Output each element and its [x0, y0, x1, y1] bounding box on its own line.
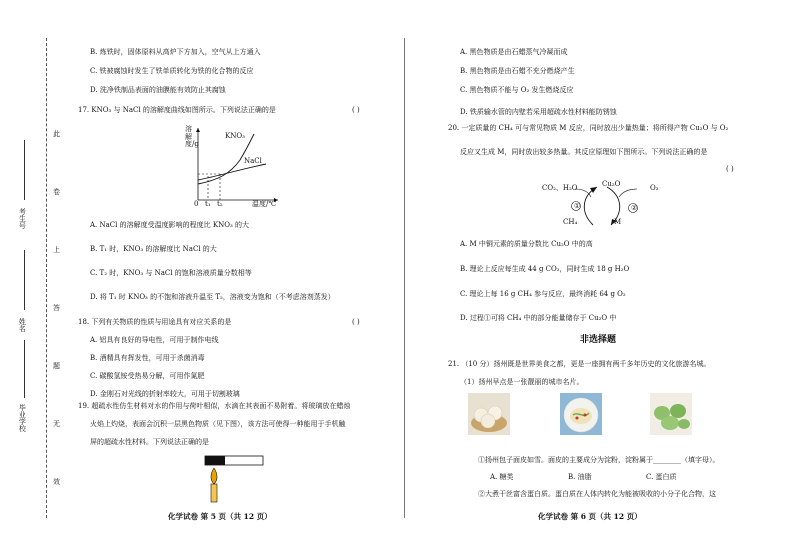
q17-option-b: B. T₁ 时，KNO₃ 的溶解度比 NaCl 的大	[90, 245, 217, 253]
q18-option-d: D. 金刚石对光线的折射率较大，可用于切割玻璃	[90, 390, 240, 398]
q20-line-1: 20. 一定质量的 CH₄ 可与常见物质 M 反应，同时放出少量热量；将所得产物 Cu₂O 与 O₂	[448, 124, 729, 132]
fill-line	[24, 250, 25, 310]
q18-option-a: A. 铝具有良好的导电性，可用于制作电线	[90, 336, 219, 344]
q16-option-d: D. 洗净铁制品表面的油膜能有效防止其腐蚀	[90, 86, 226, 94]
q19-line-2: 火焰上灼烧，表面会沉积一层黑色物质（见下图），该方法可使得一种能用于手机触	[90, 420, 346, 428]
q17-stem: 17. KNO₃ 与 NaCl 的溶解度曲线如图所示。下列说法正确的是	[78, 106, 276, 114]
q18-stem: 18. 下列有关物质的性质与用途具有对应关系的是	[78, 318, 232, 326]
fill-line	[24, 340, 25, 398]
label-name: 姓名	[18, 318, 27, 332]
cycle-step-1: ①	[574, 202, 581, 210]
q21-option-b: B. 油脂	[568, 473, 592, 481]
cycle-ch4: CH₄	[563, 218, 578, 226]
q16-option-c: C. 铁被腐蚀时发生了铁单质转化为铁的化合物的反应	[90, 67, 254, 75]
label-school: 毕业学校	[18, 404, 27, 432]
q17-option-a: A. NaCl 的溶解度受温度影响的程度比 KNO₃ 的大	[90, 221, 249, 229]
answer-bracket: ( )	[352, 106, 360, 114]
graph-xlabel: 温度/℃	[252, 200, 277, 208]
q21-part-a: ①扬州包子面皮如雪。面皮的主要成分为淀粉，淀粉属于________（填字母）。	[478, 456, 720, 464]
candle-glass-diagram	[200, 452, 270, 506]
q20-option-a: A. M 中铜元素的质量分数比 Cu₂O 中的高	[460, 240, 593, 248]
q20-option-b: B. 理论上反应每生成 44 g CO₂，同时生成 18 g H₂O	[460, 265, 630, 273]
q21-part-b: ②大煮干丝富含蛋白质。蛋白质在人体内转化为能被吸收的小分子化合物，这	[478, 490, 716, 498]
q16-option-b: B. 炼铁时，固体原料从高炉下方加入，空气从上方通入	[90, 48, 261, 56]
answer-bracket: ( )	[726, 165, 734, 173]
q19-option-d: D. 铁质输水管的内壁若采用超疏水性材料能防锈蚀	[460, 108, 617, 116]
vegetable-buns-photo	[650, 393, 692, 435]
graph-t2: t₂	[217, 200, 223, 208]
binding-line	[46, 38, 47, 518]
binding-char: 题	[53, 362, 60, 370]
fill-line	[24, 140, 25, 200]
graph-kno3-label: KNO₃	[225, 132, 245, 140]
q18-option-b: B. 酒精具有挥发性，可用于杀菌消毒	[90, 354, 205, 362]
q19-line-1: 19. 超疏水性仿生材料对水的作用与荷叶相似，水滴在其表面不易附着。将玻璃放在蜡烛	[78, 402, 351, 410]
footer-page-6: 化学试卷 第 6 页（共 12 页）	[538, 512, 642, 521]
cycle-step-2: ②	[631, 204, 638, 212]
q21-stem: 21. （10 分）扬州既是世界美食之都，更是一座拥有两千多年历史的文化旅游名城。	[448, 360, 711, 368]
graph-origin: 0	[194, 200, 199, 208]
q21-sub1: （1）扬州早点是一张靓丽的城市名片。	[460, 378, 584, 386]
q21-option-a: A. 糖类	[490, 473, 514, 481]
q19-line-3: 屏的超疏水性材料。下列说法正确的是	[90, 438, 209, 446]
q17-option-d: D. 将 T₁ 时 KNO₃ 的不饱和溶液升温至 T₂，溶液变为饱和（不考虑溶剂蒸发）	[90, 293, 335, 301]
page-divider	[404, 38, 405, 518]
answer-bracket: ( )	[352, 318, 360, 326]
q19-option-c: C. 黑色物质不能与 O₂ 发生燃烧反应	[460, 86, 574, 94]
graph-ylabel: 溶解度/g	[185, 125, 199, 149]
binding-char: 效	[53, 478, 60, 486]
label-exam-number: 考生号	[18, 208, 27, 229]
q21-option-c: C. 蛋白质	[646, 473, 677, 481]
q20-option-c: C. 理论上每 16 g CH₄ 参与反应，最终消耗 64 g O₂	[460, 290, 626, 298]
graph-nacl-label: NaCl	[244, 157, 262, 165]
q17-option-c: C. T₂ 时，KNO₃ 与 NaCl 的饱和溶液质量分数相等	[90, 269, 252, 277]
cycle-co2-h2o: CO₂、H₂O	[542, 184, 578, 192]
q20-line-2: 反应又生成 M，同时放出较多热量。其反应原理如下图所示。下列说法正确的是	[460, 148, 708, 156]
binding-char: 此	[53, 130, 60, 138]
cycle-o2: O₂	[650, 184, 659, 192]
q19-option-b: B. 黑色物质是由石蜡不充分燃烧产生	[460, 67, 575, 75]
boiled-tofu-shreds-photo	[560, 393, 602, 435]
binding-char: 无	[53, 420, 60, 428]
q19-option-a: A. 黑色物质是由石蜡蒸气冷凝而成	[460, 48, 568, 56]
graph-t1: t₁	[205, 200, 211, 208]
q20-option-d: D. 过程①可将 CH₄ 中的部分能量储存于 Cu₂O 中	[460, 314, 617, 322]
binding-char: 上	[53, 246, 60, 254]
steamed-buns-photo	[468, 393, 510, 435]
binding-char: 答	[53, 304, 60, 312]
cycle-cu2o: Cu₂O	[602, 180, 621, 188]
binding-char: 卷	[53, 188, 60, 196]
section-title: 非选择题	[580, 335, 617, 345]
footer-page-5: 化学试卷 第 5 页（共 12 页）	[168, 512, 272, 521]
q18-option-c: C. 碳酸氢铵受热易分解，可用作氮肥	[90, 372, 205, 380]
cycle-m: M	[614, 218, 622, 226]
